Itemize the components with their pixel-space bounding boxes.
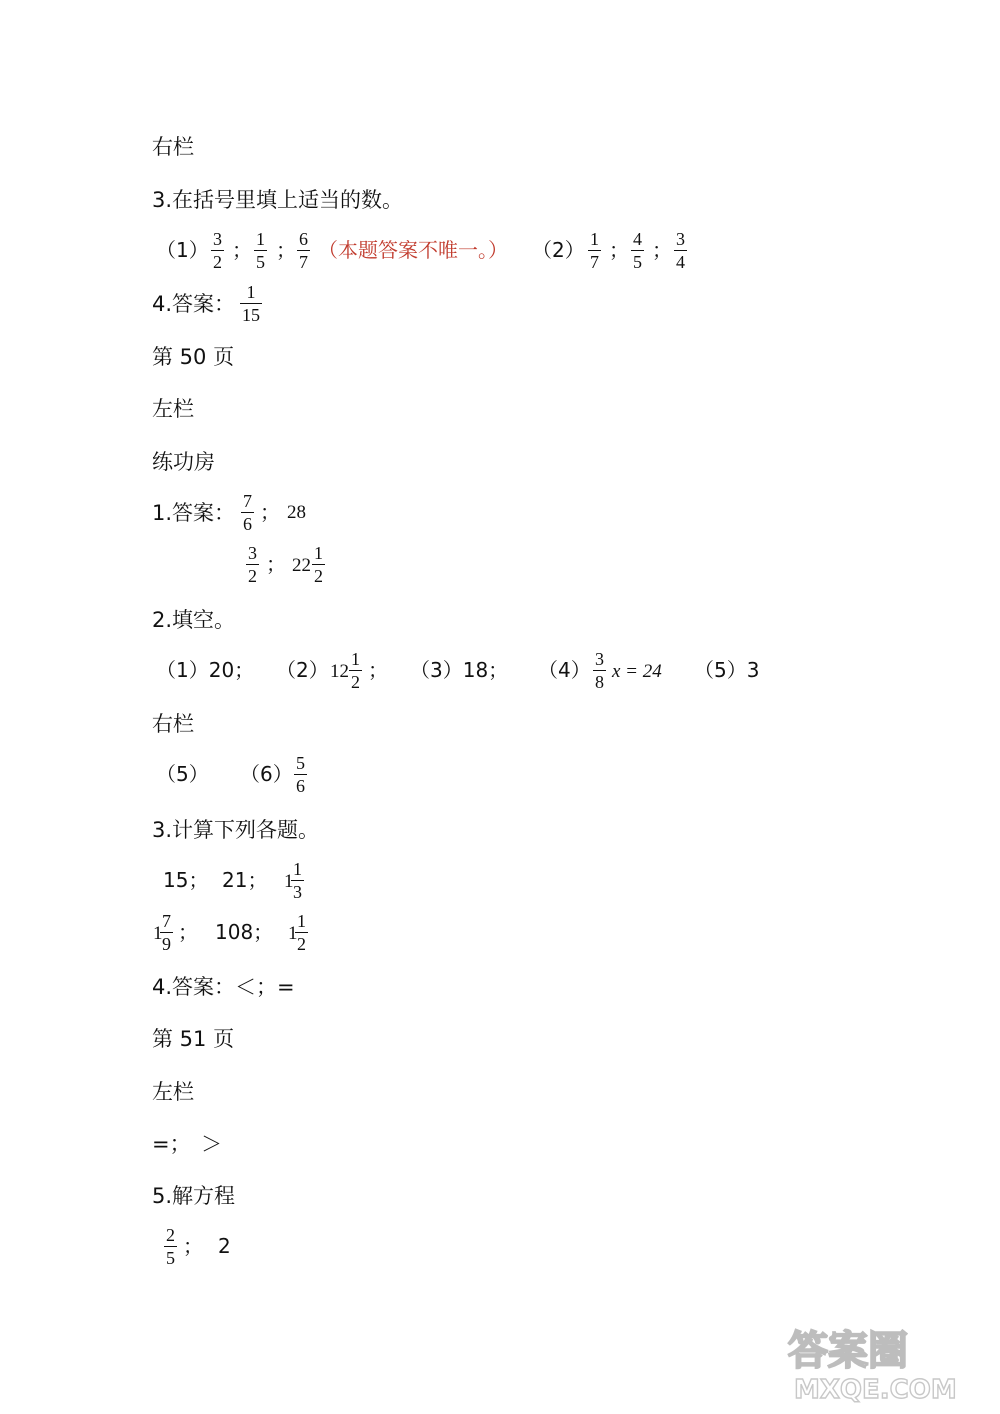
q3-part1-label: （1） <box>156 238 209 262</box>
answer-part-5-label: （5） <box>156 762 209 786</box>
answer-not-unique-note: （本题答案不唯一。） <box>318 238 508 262</box>
separator: ； <box>183 1234 203 1258</box>
denominator: 5 <box>166 1248 175 1268</box>
numerator: 7 <box>243 491 252 511</box>
fraction <box>349 649 362 692</box>
denominator: 7 <box>299 252 308 272</box>
watermark-url: MXQE.COM <box>794 1375 957 1404</box>
denominator: 4 <box>676 252 685 272</box>
numerator: 1 <box>590 229 599 249</box>
answer-4-label: 4.答案： <box>152 292 236 316</box>
answer-value: 28 <box>287 502 306 523</box>
answer-part-2-label: （2） <box>276 658 329 682</box>
denominator: 3 <box>293 882 302 902</box>
fraction <box>294 753 307 796</box>
answer-part-1: （1）20； <box>156 658 255 682</box>
denominator: 8 <box>595 672 604 692</box>
fraction <box>160 911 173 954</box>
fraction <box>295 911 308 954</box>
fraction <box>246 543 259 586</box>
fraction <box>674 229 687 272</box>
denominator: 2 <box>314 566 323 586</box>
answer-1-label: 1.答案： <box>152 501 236 525</box>
fraction <box>254 229 267 272</box>
denominator: 2 <box>248 566 257 586</box>
numerator: 1 <box>351 649 360 669</box>
answer-4-comparison: 4.答案：＜；= <box>152 975 295 999</box>
answer-part-4-label: （4） <box>538 658 591 682</box>
numerator: 3 <box>248 543 257 563</box>
fill-blank-heading: 2.填空。 <box>152 608 236 632</box>
mixed-number-whole: 1 <box>284 871 294 892</box>
fraction <box>631 229 644 272</box>
fraction <box>297 229 310 272</box>
numerator: 3 <box>676 229 685 249</box>
numerator: 3 <box>595 649 604 669</box>
numerator: 2 <box>166 1225 175 1245</box>
answer-part-3: （3）18； <box>410 658 509 682</box>
fraction <box>593 649 606 692</box>
equation: x = 24 <box>612 661 662 682</box>
watermark-logo <box>780 1318 990 1404</box>
calculation-heading: 3.计算下列各题。 <box>152 818 320 842</box>
denominator: 2 <box>297 934 306 954</box>
equation-answer: 2 <box>218 1234 231 1258</box>
numerator: 1 <box>256 229 265 249</box>
page-51-heading: 第 51 页 <box>152 1027 235 1051</box>
mixed-number-whole: 22 <box>292 555 311 576</box>
numerator: 3 <box>213 229 222 249</box>
denominator: 2 <box>213 252 222 272</box>
separator: ； <box>652 238 672 262</box>
section-label-left-2: 左栏 <box>152 1080 194 1104</box>
question-3-heading: 3.在括号里填上适当的数。 <box>152 188 404 212</box>
section-label-left-1: 左栏 <box>152 397 194 421</box>
separator: ； <box>609 238 629 262</box>
numerator: 1 <box>314 543 323 563</box>
denominator: 15 <box>242 305 260 325</box>
separator: ； <box>232 238 252 262</box>
fraction <box>241 491 254 534</box>
mixed-number-whole: 1 <box>153 923 163 944</box>
separator: ； <box>368 658 388 682</box>
q3-part2-label: （2） <box>532 238 585 262</box>
numerator: 5 <box>296 753 305 773</box>
denominator: 5 <box>633 252 642 272</box>
denominator: 6 <box>296 776 305 796</box>
fraction <box>164 1225 177 1268</box>
numerator: 7 <box>162 911 171 931</box>
numerator: 1 <box>293 859 302 879</box>
section-label-right-2: 右栏 <box>152 712 194 736</box>
separator: ； <box>260 500 280 524</box>
watermark-text: 答案圈 <box>788 1328 908 1374</box>
numerator: 6 <box>299 229 308 249</box>
denominator: 9 <box>162 934 171 954</box>
answer-part-6-label: （6） <box>240 762 293 786</box>
practice-room-heading: 练功房 <box>152 450 215 474</box>
denominator: 5 <box>256 252 265 272</box>
separator: ； <box>178 920 198 944</box>
denominator: 7 <box>590 252 599 272</box>
calc-answer: 15； <box>163 868 209 892</box>
denominator: 2 <box>351 672 360 692</box>
numerator: 1 <box>246 282 256 302</box>
fraction <box>588 229 601 272</box>
fraction <box>211 229 224 272</box>
calc-answer: 21； <box>222 868 268 892</box>
answer-part-5: （5）3 <box>694 658 760 682</box>
separator: ； <box>266 552 286 576</box>
fraction <box>240 282 262 325</box>
page-50-heading: 第 50 页 <box>152 345 235 369</box>
numerator: 1 <box>297 911 306 931</box>
section-label-right-1: 右栏 <box>152 135 194 159</box>
fraction <box>291 859 304 902</box>
denominator: 6 <box>243 514 252 534</box>
separator: ； <box>276 238 296 262</box>
numerator: 4 <box>633 229 642 249</box>
comparison-answers: =； ＞ <box>152 1132 223 1156</box>
solve-equation-heading: 5.解方程 <box>152 1184 236 1208</box>
mixed-number-whole: 1 <box>288 923 298 944</box>
fraction <box>312 543 325 586</box>
mixed-number-whole: 12 <box>330 661 349 682</box>
calc-answer: 108； <box>215 920 274 944</box>
